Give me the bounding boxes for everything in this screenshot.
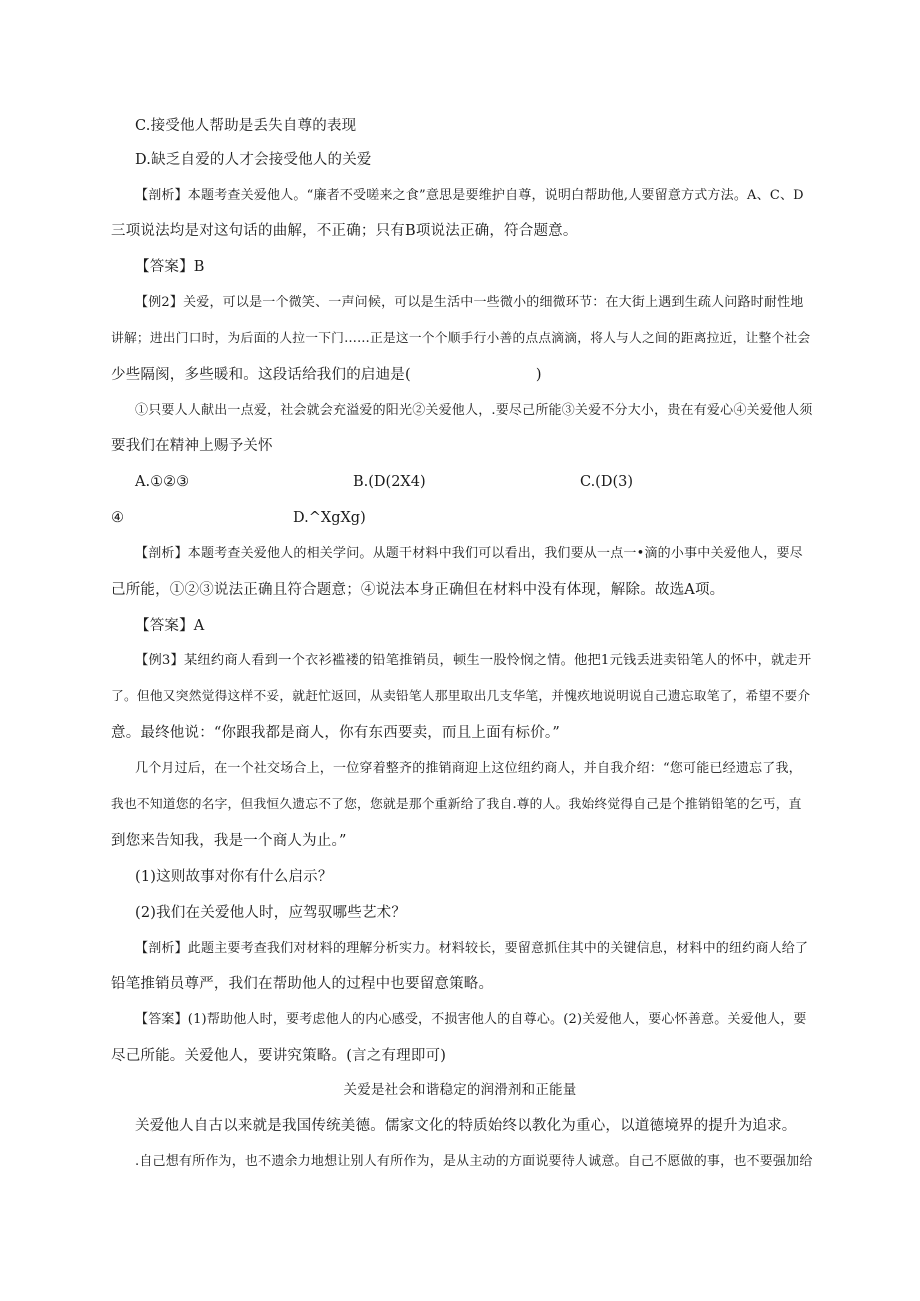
choice-a: A.①②③	[135, 474, 190, 490]
answer-3-line-2: 尽己所能。关爱他人，要讲究策略。(言之有理即可)	[111, 1048, 447, 1064]
answer-1: 【答案】B	[135, 259, 205, 275]
story-line-3: 到您来告知我，我是一个商人为止。”	[111, 833, 347, 849]
body-line-2: .自己想有所作为，也不遗余力地想让别人有所作为，是从主动的方面说要待人诚意。自己不愿做的事，也不要强加给	[135, 1154, 813, 1169]
analysis-2-line-1: 【剖析】本题考查关爱他人的相关学问。从题干材料中我们可以看出，我们要从一点一•滴的小事中关爱他人，要尽	[135, 546, 803, 561]
choice-d: D.^XgXg)	[293, 510, 366, 526]
statements-line-2: 要我们在精神上赐予关怀	[111, 438, 273, 454]
choice-c: C.(D(3)	[580, 474, 634, 490]
question-1: (1)这则故事对你有什么启示？	[135, 869, 333, 885]
analysis-3-line-2: 铅笔推销员尊严，我们在帮助他人的过程中也要留意策略。	[111, 976, 494, 992]
body-line-1: 关爱他人自古以来就是我国传统美德。儒家文化的特质始终以教化为重心，以道德境界的提升为追求。	[135, 1118, 797, 1134]
choice-c-continued: ④	[111, 510, 124, 526]
example-3-line-3: 意。最终他说：“你跟我都是商人，你有东西要卖，而且上面有标价。”	[111, 725, 560, 741]
example-2-line-2: 讲解；进出门口时，为后面的人拉一下门……正是这一个个顺手行小善的点点滴滴，将人与人之间的距离拉近，让整个社会	[111, 331, 811, 346]
analysis-3-line-1: 【剖析】此题主要考查我们对材料的理解分析实力。材料较长，要留意抓住其中的关键信息，材料中的纽约商人给了	[135, 941, 809, 956]
example-3-line-2: 了。但他又突然觉得这样不妥，就赶忙返回，从卖铅笔人那里取出几支华笔，并愧疚地说明说自己遗忘取笔了，希望不要介	[111, 689, 811, 704]
statements-line-1: ①只要人人献出一点爱，社会就会充溢爱的阳光②关爱他人，.要尽己所能③关爱不分大小，贵在有爱心④关爱他人须	[135, 403, 813, 418]
answer-2: 【答案】A	[135, 618, 205, 634]
option-d-line: D.缺乏自爱的人才会接受他人的关爱	[135, 152, 372, 168]
analysis-2-line-2: 己所能，①②③说法正确且符合题意；④说法本身正确但在材料中没有体现，解除。故选A项。	[111, 582, 725, 598]
section-heading: 关爱是社会和谐稳定的润滑剂和正能量	[343, 1082, 577, 1098]
analysis-1-line-1: 【剖析】本题考查关爱他人。“廉者不受嗟来之食”意思是要维护自尊，说明白帮助他,人要留意方式方法。A、C、D	[135, 188, 804, 203]
example-2-line-1: 【例2】关爱，可以是一个微笑、一声问候，可以是生活中一些微小的细微环节：在大街上遇到生疏人问路时耐性地	[135, 295, 804, 310]
example-2-line-3: 少些隔阂，多些暖和。这段话给我们的启迪是( )	[111, 367, 542, 383]
option-c-line: C.接受他人帮助是丢失自尊的表现	[135, 118, 357, 134]
question-2: (2)我们在关爱他人时，应驾驭哪些艺术？	[135, 905, 407, 921]
answer-3-line-1: 【答案】(1)帮助他人时，要考虑他人的内心感受，不损害他人的自尊心。(2)关爱他人，要心怀善意。关爱他人，要	[135, 1012, 807, 1027]
analysis-1-line-2: 三项说法均是对这句话的曲解，不正确；只有B项说法正确，符合题意。	[111, 223, 578, 239]
story-line-1: 几个月过后，在一个社交场合上，一位穿着整齐的推销商迎上这位纽约商人，并自我介绍：“您可能已经遗忘了我，	[135, 761, 802, 776]
example-3-line-1: 【例3】某纽约商人看到一个衣衫褴褛的铅笔推销员，顿生一股怜悯之情。他把1元钱丢进卖铅笔人的怀中，就走开	[135, 653, 812, 668]
choice-b: B.(D(2X4)	[353, 474, 426, 490]
story-line-2: 我也不知道您的名字，但我恒久遗忘不了您，您就是那个重新给了我自.尊的人。我始终觉得自己是个推销铅笔的乞丐，直	[111, 797, 802, 812]
